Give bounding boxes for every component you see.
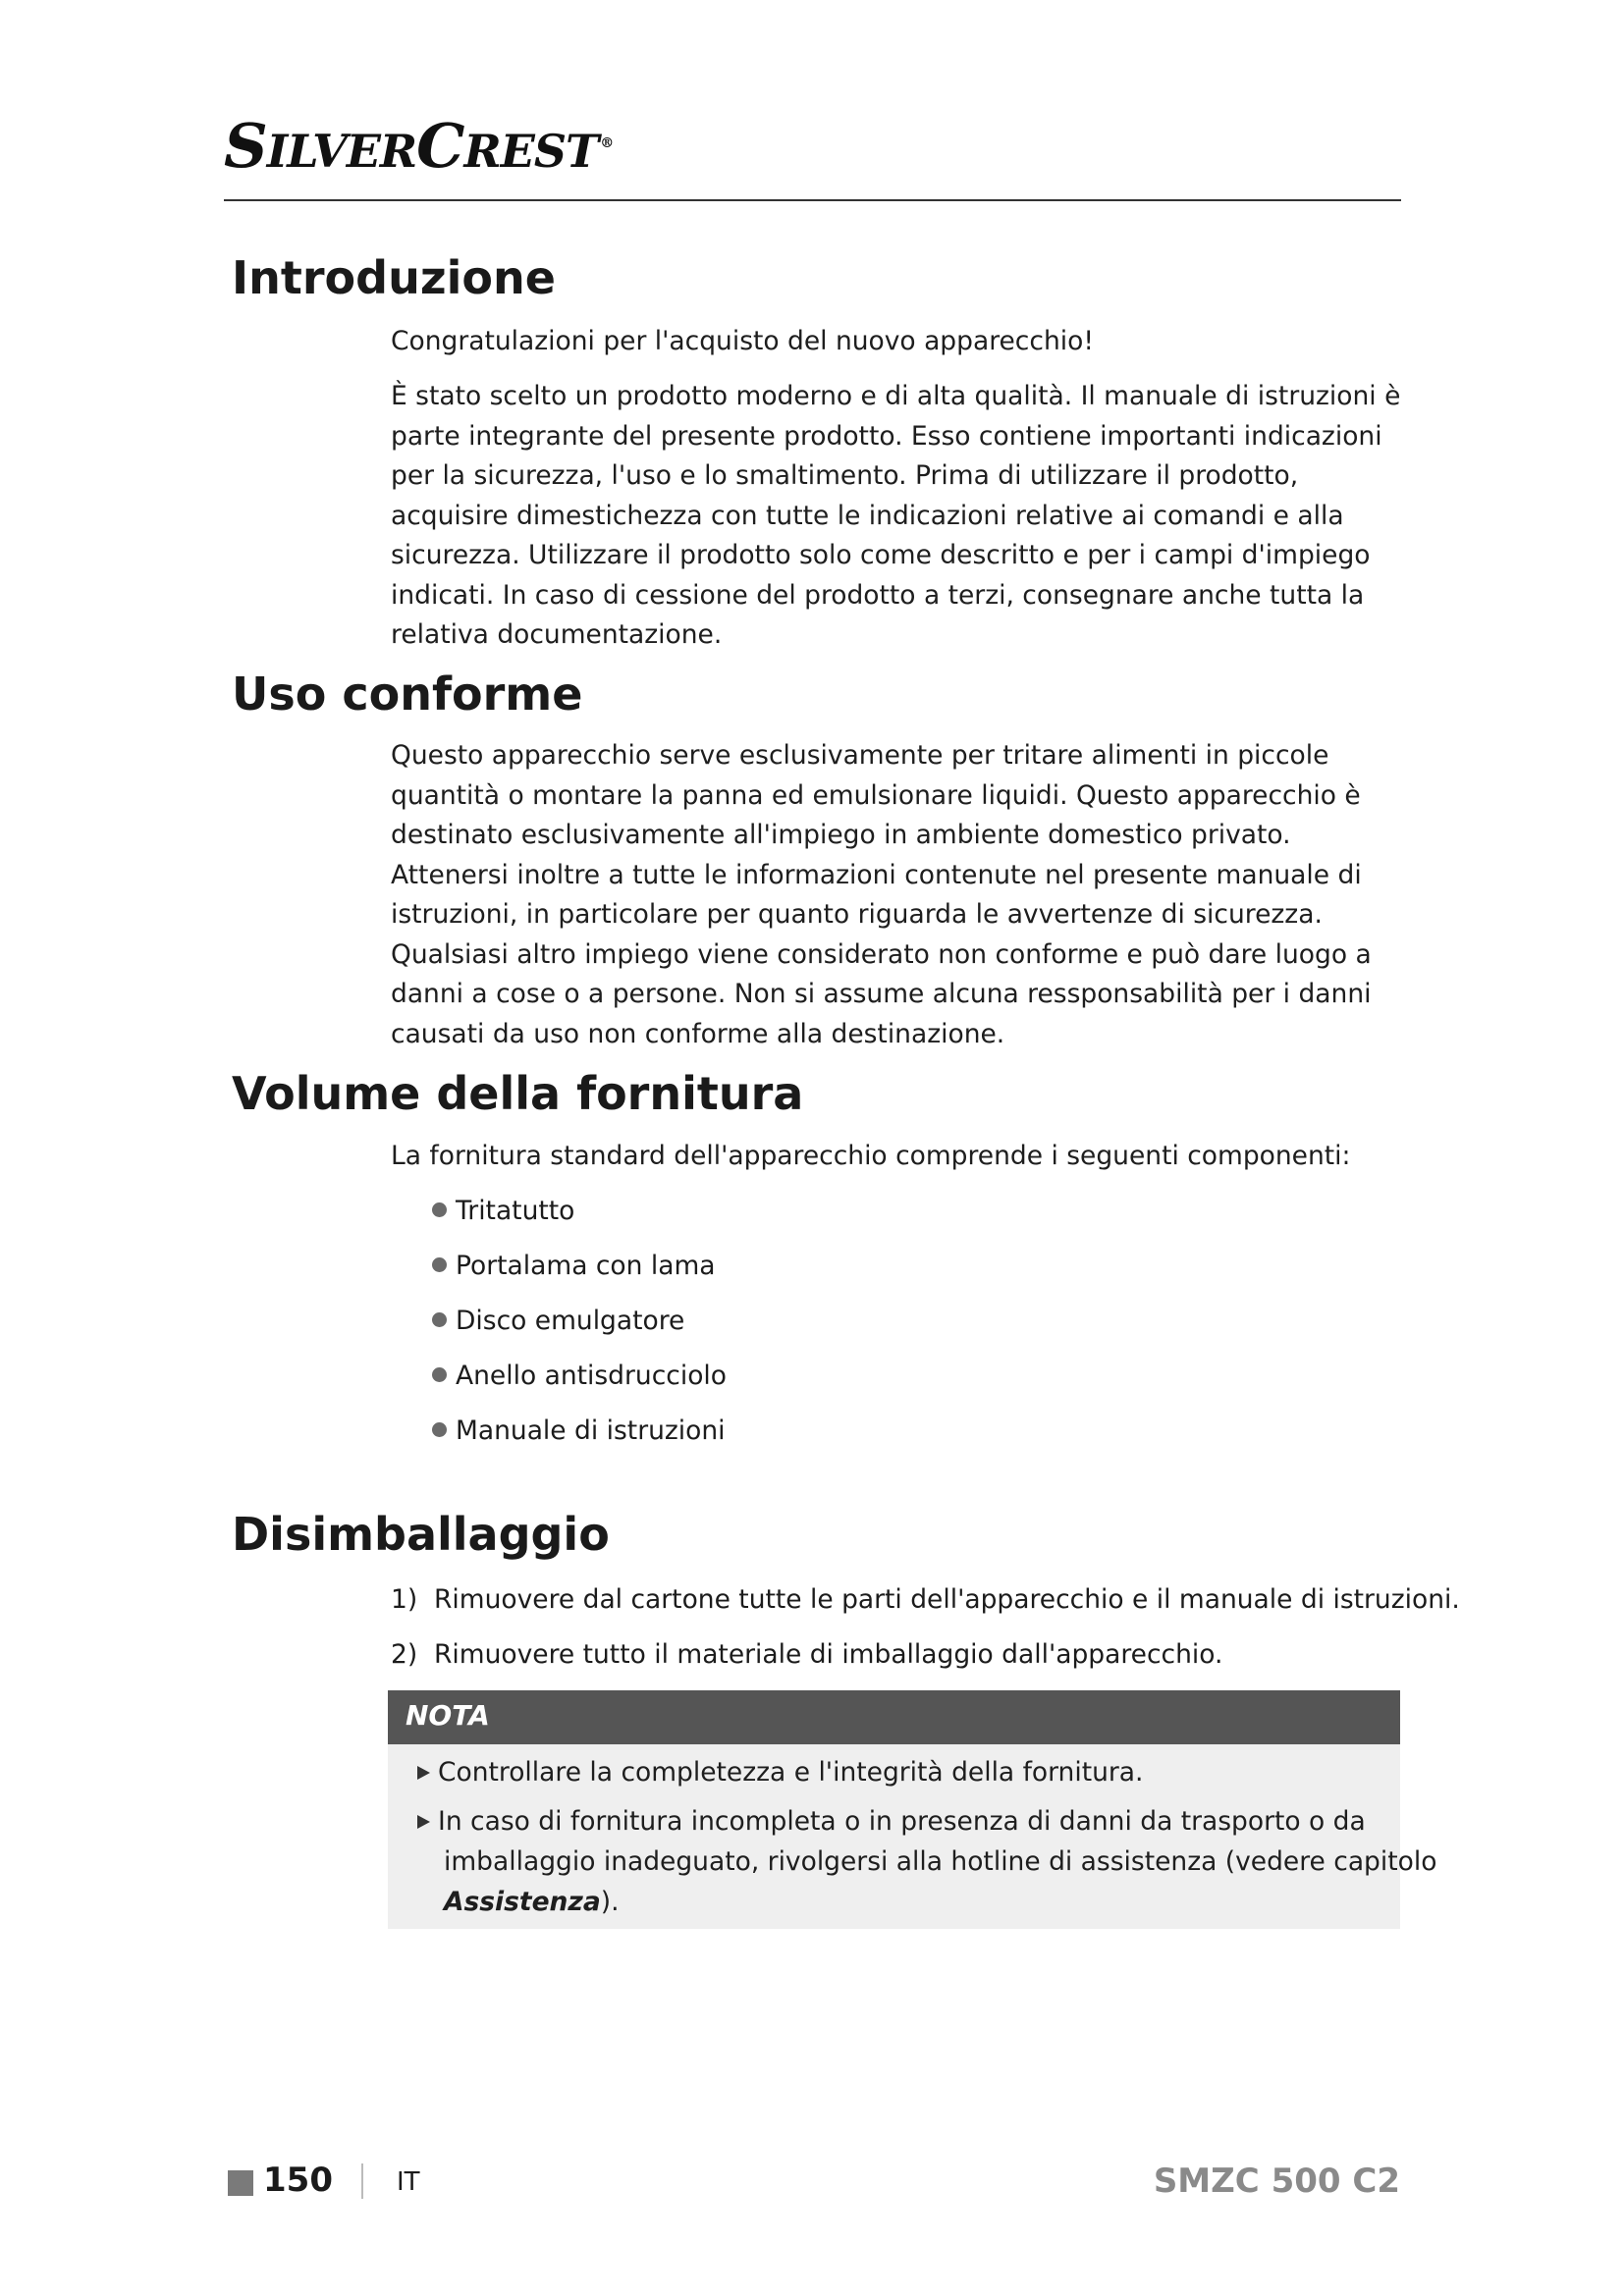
intro-paragraph-1: Congratulazioni per l'acquisto del nuovo apparecchio!	[391, 326, 1094, 356]
nota-line-1: Controllare la completezza e l'integrità della fornitura.	[417, 1753, 1143, 1792]
heading-introduzione: Introduzione	[232, 251, 556, 304]
bullet-icon	[432, 1257, 447, 1272]
list-item: Tritatutto	[432, 1192, 574, 1231]
uso-conforme-paragraph: Questo apparecchio serve esclusivamente per tritare alimenti in piccole quantità o montare la panna ed emulsionare liquidi. Questo apparecchio è destinato esclusivamente all'impiego in ambiente domestico privato. Attenersi inoltre a tutte le informazioni contenute nel presente manuale di istruzioni, in particolare per quanto riguarda le avvertenze di sicurezza. Qualsiasi altro impiego viene considerato non conforme e può dare luogo a danni a cose o a persone. Non si assume alcuna ressponsabilità per i danni causati da uso non conforme alla destinazione.	[391, 740, 1372, 1049]
header-rule	[224, 199, 1401, 201]
bullet-icon	[432, 1367, 447, 1382]
intro-paragraph-2: È stato scelto un prodotto moderno e di alta qualità. Il manuale di istruzioni è parte integrante del presente prodotto. Esso contiene importanti indicazioni per la sicurezza, l'uso e lo smaltimento. Prima di utilizzare il prodotto, acquisire dimestichezza con tutte le indicazioni relative ai comandi e alla sicurezza. Utilizzare il prodotto solo come descritto e per i campi d'impiego indicati. In caso di cessione del prodotto a terzi, consegnare anche tutta la relativa documentazione.	[391, 381, 1401, 650]
list-item: Manuale di istruzioni	[432, 1412, 726, 1451]
step-item: 2) Rimuovere tutto il materiale di imballaggio dall'apparecchio.	[391, 1639, 1223, 1670]
arrow-right-icon	[417, 1766, 430, 1780]
bullet-icon	[432, 1312, 447, 1327]
footer-square-icon	[228, 2170, 253, 2196]
model-number: SMZC 500 C2	[1153, 2162, 1400, 2201]
language-code: IT	[397, 2167, 420, 2197]
arrow-right-icon	[417, 1815, 430, 1829]
list-item: Disco emulgatore	[432, 1302, 684, 1341]
nota-line-2: In caso di fornitura incompleta o in presenza di danni da trasporto o da	[417, 1802, 1366, 1842]
nota-box	[388, 1690, 1437, 1929]
list-item: Anello antisdrucciolo	[432, 1357, 727, 1396]
heading-disimballaggio: Disimballaggio	[232, 1508, 610, 1561]
step-item: 1) Rimuovere dal cartone tutte le parti dell'apparecchio e il manuale di istruzioni.	[391, 1584, 1460, 1615]
footer-separator	[361, 2163, 363, 2199]
list-item: Portalama con lama	[432, 1247, 716, 1286]
silvercrest-logo: SILVERCREST ®	[224, 110, 614, 182]
nota-line-2c: Assistenza).	[444, 1887, 620, 1917]
heading-uso-conforme: Uso conforme	[232, 667, 583, 721]
assistenza-ref: Assistenza	[444, 1887, 601, 1917]
nota-header	[388, 1690, 1400, 1744]
heading-volume-fornitura: Volume della fornitura	[232, 1067, 804, 1120]
bullet-icon	[432, 1202, 447, 1217]
nota-title: NOTA	[406, 1699, 490, 1732]
nota-line-2b: imballaggio inadeguato, rivolgersi alla hotline di assistenza (vedere capitolo	[444, 1846, 1437, 1877]
fornitura-intro: La fornitura standard dell'apparecchio comprende i seguenti componenti:	[391, 1141, 1351, 1171]
bullet-icon	[432, 1422, 447, 1437]
page-number: 150	[263, 2161, 333, 2200]
